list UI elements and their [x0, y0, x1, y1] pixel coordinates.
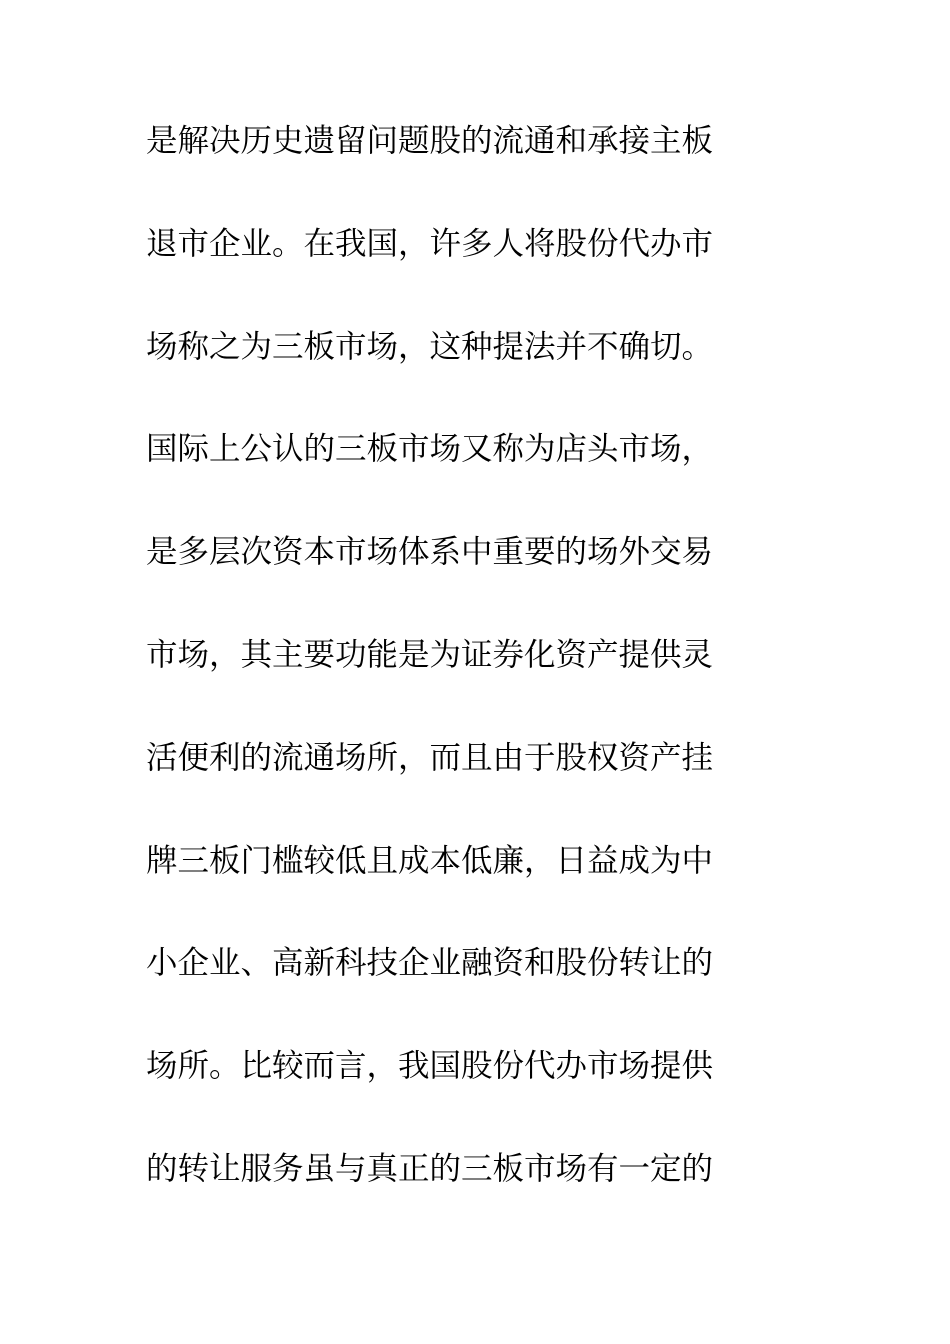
text-line: 活便利的流通场所，而且由于股权资产挂 — [146, 739, 714, 776]
text-line: 小企业、高新科技企业融资和股份转让的 — [146, 945, 714, 982]
text-line: 场所。比较而言，我国股份代办市场提供 — [146, 1048, 714, 1085]
text-line: 是多层次资本市场体系中重要的场外交易 — [146, 534, 714, 571]
text-line: 场称之为三板市场，这种提法并不确切。 — [146, 328, 714, 365]
text-line: 国际上公认的三板市场又称为店头市场， — [146, 431, 714, 468]
text-line: 的转让服务虽与真正的三板市场有一定的 — [146, 1150, 714, 1187]
text-line: 退市企业。在我国，许多人将股份代办市 — [146, 225, 714, 262]
text-line: 牌三板门槛较低且成本低廉，日益成为中 — [146, 842, 714, 879]
text-line: 是解决历史遗留问题股的流通和承接主板 — [146, 123, 714, 159]
text-line: 市场，其主要功能是为证券化资产提供灵 — [146, 636, 714, 673]
body-text — [146, 124, 806, 1255]
